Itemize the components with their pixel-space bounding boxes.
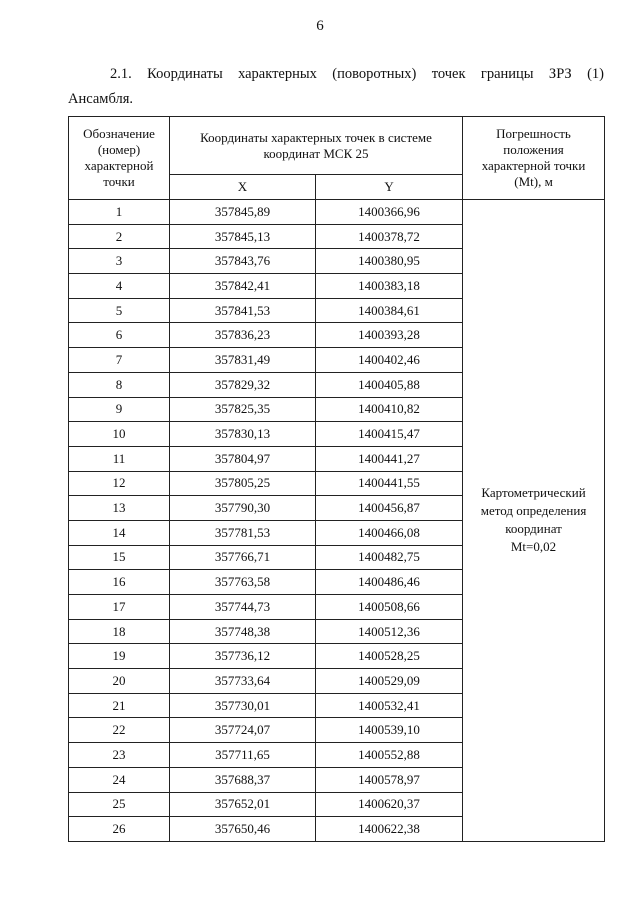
y-coordinate-cell: 1400620,37 [316, 792, 463, 817]
point-number-cell: 6 [69, 323, 170, 348]
coordinates-header [170, 117, 463, 175]
y-coordinate-cell: 1400622,38 [316, 817, 463, 842]
point-number-cell: 5 [69, 298, 170, 323]
y-coordinate-cell: 1400486,46 [316, 570, 463, 595]
x-coordinate-cell: 357744,73 [170, 595, 316, 620]
x-coordinate-cell: 357825,35 [170, 397, 316, 422]
y-header: Y [316, 175, 463, 200]
y-coordinate-cell: 1400456,87 [316, 496, 463, 521]
error-header [463, 117, 605, 200]
x-coordinate-cell: 357652,01 [170, 792, 316, 817]
point-number-cell: 4 [69, 274, 170, 299]
point-number-cell: 11 [69, 446, 170, 471]
y-coordinate-cell: 1400384,61 [316, 298, 463, 323]
x-coordinate-cell: 357766,71 [170, 545, 316, 570]
point-number-cell: 1 [69, 200, 170, 225]
table-row [69, 200, 605, 225]
designation-header-line: (номер) [97, 142, 141, 157]
point-number-cell: 17 [69, 595, 170, 620]
method-line: Картометрический [481, 485, 586, 501]
point-number-cell: 2 [69, 224, 170, 249]
y-coordinate-cell: 1400482,75 [316, 545, 463, 570]
point-number-cell: 14 [69, 520, 170, 545]
y-coordinate-cell: 1400508,66 [316, 595, 463, 620]
x-coordinate-cell: 357841,53 [170, 298, 316, 323]
section-heading [68, 62, 604, 112]
error-header-line: положения [503, 142, 564, 157]
point-number-cell: 19 [69, 644, 170, 669]
point-number-cell: 24 [69, 767, 170, 792]
x-coordinate-cell: 357711,65 [170, 743, 316, 768]
y-coordinate-cell: 1400466,08 [316, 520, 463, 545]
designation-header [69, 117, 170, 200]
point-number-cell: 21 [69, 693, 170, 718]
point-number-cell: 7 [69, 348, 170, 373]
y-coordinate-cell: 1400529,09 [316, 669, 463, 694]
x-coordinate-cell: 357842,41 [170, 274, 316, 299]
y-coordinate-cell: 1400380,95 [316, 249, 463, 274]
method-line: координат [505, 521, 562, 537]
y-coordinate-cell: 1400512,36 [316, 619, 463, 644]
point-number-cell: 9 [69, 397, 170, 422]
y-coordinate-cell: 1400402,46 [316, 348, 463, 373]
error-header-line: Погрешность [496, 126, 571, 141]
y-coordinate-cell: 1400415,47 [316, 422, 463, 447]
designation-header-line: Обозначение [83, 126, 155, 141]
method-cell [463, 200, 605, 842]
x-coordinate-cell: 357748,38 [170, 619, 316, 644]
error-header-line: (Mt), м [514, 174, 553, 189]
point-number-cell: 22 [69, 718, 170, 743]
point-number-cell: 20 [69, 669, 170, 694]
x-coordinate-cell: 357724,07 [170, 718, 316, 743]
heading-line-1: 2.1. Координаты характерных (поворотных) точек границы ЗРЗ (1) [110, 66, 604, 82]
point-number-cell: 3 [69, 249, 170, 274]
point-number-cell: 15 [69, 545, 170, 570]
coordinates-table [68, 116, 605, 842]
x-coordinate-cell: 357650,46 [170, 817, 316, 842]
point-number-cell: 12 [69, 471, 170, 496]
x-coordinate-cell: 357845,13 [170, 224, 316, 249]
method-line: Mt=0,02 [510, 539, 557, 555]
x-coordinate-cell: 357736,12 [170, 644, 316, 669]
x-coordinate-cell: 357804,97 [170, 446, 316, 471]
point-number-cell: 26 [69, 817, 170, 842]
x-coordinate-cell: 357829,32 [170, 372, 316, 397]
x-coordinate-cell: 357733,64 [170, 669, 316, 694]
y-coordinate-cell: 1400410,82 [316, 397, 463, 422]
x-coordinate-cell: 357781,53 [170, 520, 316, 545]
x-coordinate-cell: 357843,76 [170, 249, 316, 274]
designation-header-line: точки [103, 174, 135, 189]
y-coordinate-cell: 1400405,88 [316, 372, 463, 397]
designation-header-line: характерной [84, 158, 154, 173]
point-number-cell: 25 [69, 792, 170, 817]
x-coordinate-cell: 357830,13 [170, 422, 316, 447]
x-coordinate-cell: 357763,58 [170, 570, 316, 595]
y-coordinate-cell: 1400532,41 [316, 693, 463, 718]
point-number-cell: 23 [69, 743, 170, 768]
point-number-cell: 10 [69, 422, 170, 447]
x-coordinate-cell: 357790,30 [170, 496, 316, 521]
x-coordinate-cell: 357805,25 [170, 471, 316, 496]
x-coordinate-cell: 357836,23 [170, 323, 316, 348]
method-line: метод определения [480, 503, 587, 519]
y-coordinate-cell: 1400393,28 [316, 323, 463, 348]
x-coordinate-cell: 357688,37 [170, 767, 316, 792]
x-coordinate-cell: 357845,89 [170, 200, 316, 225]
y-coordinate-cell: 1400378,72 [316, 224, 463, 249]
point-number-cell: 16 [69, 570, 170, 595]
x-coordinate-cell: 357831,49 [170, 348, 316, 373]
coordinates-header-line: Координаты характерных точек в системе [200, 129, 432, 145]
x-coordinate-cell: 357730,01 [170, 693, 316, 718]
y-coordinate-cell: 1400441,27 [316, 446, 463, 471]
point-number-cell: 8 [69, 372, 170, 397]
y-coordinate-cell: 1400528,25 [316, 644, 463, 669]
point-number-cell: 13 [69, 496, 170, 521]
y-coordinate-cell: 1400539,10 [316, 718, 463, 743]
y-coordinate-cell: 1400366,96 [316, 200, 463, 225]
y-coordinate-cell: 1400383,18 [316, 274, 463, 299]
y-coordinate-cell: 1400578,97 [316, 767, 463, 792]
error-header-line: характерной точки [481, 158, 586, 173]
point-number-cell: 18 [69, 619, 170, 644]
table-body [69, 200, 605, 842]
heading-line-2: Ансамбля. [68, 91, 134, 107]
y-coordinate-cell: 1400552,88 [316, 743, 463, 768]
page-number: 6 [316, 18, 324, 34]
coordinates-header-line: координат МСК 25 [263, 145, 369, 161]
y-coordinate-cell: 1400441,55 [316, 471, 463, 496]
x-header: X [170, 175, 316, 200]
